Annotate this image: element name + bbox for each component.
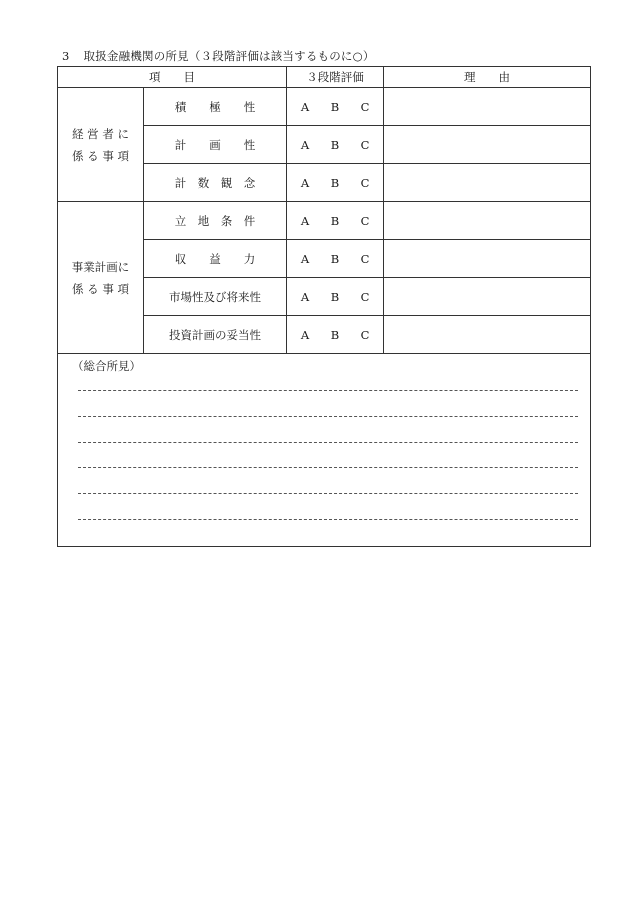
header-item: 項 目 <box>58 67 287 88</box>
grade-option-c[interactable]: C <box>360 251 370 266</box>
grade-option-b[interactable]: B <box>330 175 340 190</box>
grade-option-b[interactable]: B <box>330 289 340 304</box>
grade-option-c[interactable]: C <box>360 213 370 228</box>
evaluation-table <box>57 66 591 547</box>
grade-cell[interactable] <box>287 278 384 316</box>
item-label: 積 極 性 <box>144 88 287 126</box>
section-heading: 取扱金融機関の所見（３段階評価は該当するものに○） <box>83 49 375 63</box>
writing-line[interactable] <box>78 390 578 391</box>
grade-cell[interactable] <box>287 202 384 240</box>
item-label: 収 益 力 <box>144 240 287 278</box>
grade-option-a[interactable]: A <box>300 175 310 190</box>
grade-option-a[interactable]: A <box>300 213 310 228</box>
grade-cell[interactable] <box>287 164 384 202</box>
category-label-line2: 係 る 事 項 <box>72 281 129 296</box>
writing-line[interactable] <box>78 493 578 494</box>
item-label: 市場性及び将来性 <box>144 278 287 316</box>
item-label: 立 地 条 件 <box>144 202 287 240</box>
grade-option-b[interactable]: B <box>330 99 340 114</box>
item-label: 計 数 観 念 <box>144 164 287 202</box>
grade-option-b[interactable]: B <box>330 137 340 152</box>
header-reason: 理 由 <box>384 67 591 88</box>
section-title <box>62 48 375 64</box>
reason-cell[interactable] <box>384 126 591 164</box>
grade-cell[interactable] <box>287 240 384 278</box>
category-label-line1: 経 営 者 に <box>72 126 129 141</box>
grade-option-c[interactable]: C <box>360 327 370 342</box>
reason-cell[interactable] <box>384 240 591 278</box>
grade-option-b[interactable]: B <box>330 213 340 228</box>
table-row <box>58 88 591 126</box>
grade-option-a[interactable]: A <box>300 137 310 152</box>
grade-cell[interactable] <box>287 316 384 354</box>
grade-option-c[interactable]: C <box>360 175 370 190</box>
grade-cell[interactable] <box>287 126 384 164</box>
reason-cell[interactable] <box>384 202 591 240</box>
category-cell-business-plan <box>58 202 144 354</box>
category-label-line1: 事業計画に <box>71 259 130 274</box>
summary-label: （総合所見） <box>72 359 141 373</box>
reason-cell[interactable] <box>384 316 591 354</box>
header-grade: ３段階評価 <box>287 67 384 88</box>
writing-line[interactable] <box>78 467 578 468</box>
item-label: 投資計画の妥当性 <box>144 316 287 354</box>
header-row <box>58 67 591 88</box>
item-label: 計 画 性 <box>144 126 287 164</box>
grade-option-c[interactable]: C <box>360 137 370 152</box>
summary-cell[interactable] <box>58 354 591 547</box>
writing-line[interactable] <box>78 519 578 520</box>
reason-cell[interactable] <box>384 88 591 126</box>
writing-line[interactable] <box>78 442 578 443</box>
writing-line[interactable] <box>78 416 578 417</box>
grade-option-c[interactable]: C <box>360 289 370 304</box>
grade-option-a[interactable]: A <box>300 251 310 266</box>
summary-row <box>58 354 591 547</box>
category-label-line2: 係 る 事 項 <box>72 148 129 163</box>
reason-cell[interactable] <box>384 164 591 202</box>
reason-cell[interactable] <box>384 278 591 316</box>
table-row <box>58 202 591 240</box>
category-cell-management <box>58 88 144 202</box>
grade-option-a[interactable]: A <box>300 327 310 342</box>
grade-option-c[interactable]: C <box>360 99 370 114</box>
grade-option-b[interactable]: B <box>330 327 340 342</box>
grade-option-a[interactable]: A <box>300 289 310 304</box>
grade-option-b[interactable]: B <box>330 251 340 266</box>
grade-option-a[interactable]: A <box>300 99 310 114</box>
section-number: 3 <box>62 49 70 63</box>
grade-cell[interactable] <box>287 88 384 126</box>
